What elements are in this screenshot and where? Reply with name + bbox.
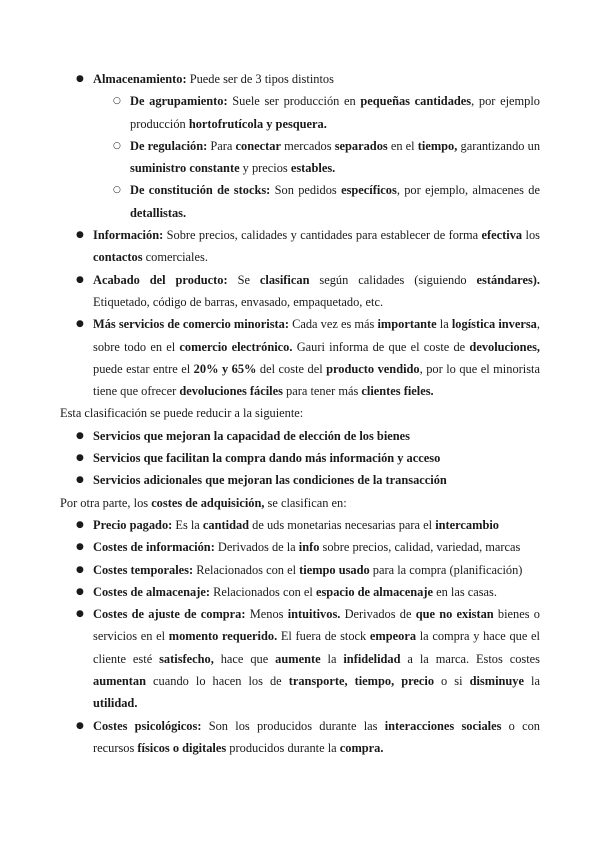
list-item-mas-servicios: [60, 313, 540, 402]
text-run: de uds monetarias necesarias para el: [249, 517, 436, 532]
text-run: Para: [207, 138, 236, 153]
text-run: Se: [227, 272, 260, 287]
bold-text-run: aumentan: [93, 674, 147, 689]
bold-text-run: suministro constante: [130, 161, 240, 176]
text-run: en el: [387, 138, 418, 153]
bullet-list-acquisition-costs: [60, 514, 540, 759]
bold-text-run: compra.: [339, 740, 384, 755]
text-run: Relacionados con el: [210, 584, 316, 599]
bold-text-run: tiempo usado: [299, 562, 370, 577]
document-body: [60, 68, 540, 759]
bold-text-run: De constitución de stocks:: [130, 183, 271, 198]
text-run: Relacionados con el: [193, 562, 300, 577]
list-item-informacion: [60, 224, 540, 269]
text-run: Etiquetado, código de barras, envasado, empaquetado, etc.: [93, 294, 384, 309]
bold-text-run: estándares).: [476, 272, 540, 287]
bullet-list-service-types: [60, 425, 540, 492]
text-run: y precios: [239, 161, 291, 176]
text-run: Puede ser de 3 tipos distintos: [186, 72, 334, 86]
list-item-adicionales: [60, 469, 540, 491]
text-run: Sobre precios, calidades y cantidades para establecer de forma: [163, 228, 482, 243]
list-item-costes-psicologicos: [60, 715, 540, 760]
list-item-costes-temporales: [60, 559, 540, 581]
text-run: Gauri informa de que el coste de: [292, 339, 470, 354]
text-run: para la compra (planificación): [369, 562, 523, 577]
text-run: Cada vez es más: [288, 317, 378, 332]
sub-list-item-regulacion: [93, 135, 540, 180]
text-run: Derivados de la: [214, 540, 299, 555]
bold-text-run: Costes temporales:: [93, 562, 194, 577]
bold-text-run: intuitivos.: [287, 607, 341, 622]
text-run: o si: [434, 674, 470, 689]
text-run: del coste del: [256, 361, 327, 376]
bold-text-run: intercambio: [435, 517, 499, 532]
bold-text-run: separados: [334, 138, 388, 153]
sub-list-item-constitucion-stocks: [93, 179, 540, 224]
bold-text-run: que no existan: [415, 607, 494, 622]
bold-text-run: disminuye: [469, 674, 524, 689]
bold-text-run: devoluciones,: [469, 339, 540, 354]
text-run: Por otra parte, los: [60, 495, 152, 510]
bold-text-run: estables.: [290, 161, 336, 176]
text-run: los: [522, 228, 540, 243]
bold-text-run: Más servicios de comercio minorista:: [93, 317, 289, 332]
text-run: Derivados de: [340, 607, 416, 622]
text-run: cuando lo hacen los de: [146, 674, 289, 689]
text-run: , sobre todo en el: [93, 317, 540, 354]
bold-text-run: Servicios que facilitan la compra dando más información y acceso: [93, 451, 441, 466]
bold-text-run: Costes de ajuste de compra:: [93, 607, 246, 622]
bold-text-run: hortofrutícola y pesquera.: [188, 116, 327, 131]
text-run: , por ejemplo, almacenes de: [396, 183, 541, 198]
bold-text-run: Almacenamiento:: [93, 72, 187, 86]
sub-list-almacenamiento: [93, 90, 540, 224]
text-run: según calidades (siguiendo: [309, 272, 477, 287]
bold-text-run: 20% y 65%: [193, 361, 257, 376]
text-run: la: [524, 674, 540, 689]
bold-text-run: Información:: [93, 228, 164, 243]
bold-text-run: Costes de almacenaje:: [93, 584, 210, 599]
bold-text-run: empeora: [369, 629, 417, 644]
list-item-mejoran-eleccion: [60, 425, 540, 447]
bold-text-run: clientes fieles.: [361, 384, 434, 399]
text-run: Menos: [245, 607, 288, 622]
list-item-almacenamiento: [60, 68, 540, 224]
text-run: , por lo que el minorista tiene que ofrecer: [93, 361, 540, 399]
text-run: la: [320, 651, 344, 666]
text-run: comerciales.: [142, 250, 208, 265]
bold-text-run: momento requerido.: [168, 629, 278, 644]
bold-text-run: De regulación:: [130, 138, 208, 153]
text-run: Esta clasificación se puede reducir a la siguiente:: [60, 406, 304, 421]
list-item-costes-informacion: [60, 536, 540, 558]
paragraph-classification-intro: [60, 402, 540, 424]
text-run: la: [436, 317, 452, 332]
text-run: sobre precios, calidad, variedad, marcas: [319, 540, 521, 555]
bold-text-run: utilidad.: [93, 696, 138, 711]
bold-text-run: satisfecho,: [159, 651, 214, 666]
bold-text-run: físicos o digitales: [137, 740, 227, 755]
bold-text-run: interacciones sociales: [384, 718, 502, 733]
bold-text-run: infidelidad: [343, 651, 401, 666]
bold-text-run: devoluciones fáciles: [179, 384, 283, 399]
bold-text-run: efectiva: [481, 228, 523, 243]
list-item-costes-ajuste: [60, 603, 540, 714]
text-run: garantizando un: [457, 138, 541, 153]
list-item-costes-almacenaje: [60, 581, 540, 603]
bold-text-run: De agrupamiento:: [130, 94, 228, 109]
bold-text-run: transporte, tiempo, precio: [288, 674, 435, 689]
bold-text-run: conectar: [235, 138, 281, 153]
bold-text-run: Costes de información:: [93, 540, 215, 555]
sub-list-item-agrupamiento: [93, 90, 540, 135]
bold-text-run: Costes psicológicos:: [93, 718, 202, 733]
bold-text-run: espacio de almacenaje: [315, 584, 433, 599]
text-run: , por ejemplo producción: [130, 94, 540, 131]
bold-text-run: tiempo,: [417, 138, 458, 153]
bold-text-run: pequeñas cantidades: [360, 94, 472, 109]
list-item-facilitan-compra: [60, 447, 540, 469]
paragraph-acquisition-costs-intro: [60, 492, 540, 514]
text-run: Son los producidos durante las: [201, 718, 385, 733]
text-run: Son pedidos: [270, 183, 342, 198]
bold-text-run: comercio electrónico.: [179, 339, 293, 354]
bold-text-run: logística inversa: [451, 317, 537, 332]
bold-text-run: aumente: [275, 651, 321, 666]
text-run: Es la: [172, 517, 203, 532]
text-run: El fuera de stock: [277, 629, 370, 644]
text-run: en las casas.: [432, 584, 497, 599]
bold-text-run: contactos: [93, 250, 143, 265]
text-run: mercados: [280, 138, 335, 153]
bold-text-run: específicos: [341, 183, 397, 198]
text-run: hace que: [213, 651, 276, 666]
text-run: a la marca. Estos costes: [400, 651, 540, 666]
bold-text-run: clasifican: [259, 272, 310, 287]
list-item-acabado: [60, 269, 540, 314]
bullet-list-logistics-functions: [60, 68, 540, 402]
text-run: o con recursos: [93, 718, 541, 755]
text-run: puede estar entre el: [93, 361, 194, 376]
bold-text-run: detallistas.: [130, 205, 187, 220]
bold-text-run: Servicios que mejoran la capacidad de elección de los bienes: [93, 428, 410, 443]
bold-text-run: cantidad: [202, 517, 250, 532]
bold-text-run: Precio pagado:: [93, 517, 173, 532]
bold-text-run: Servicios adicionales que mejoran las condiciones de la transacción: [93, 473, 447, 488]
text-run: producidos durante la: [226, 740, 340, 755]
text-run: Suele ser producción en: [227, 94, 361, 109]
bold-text-run: costes de adquisición,: [151, 495, 265, 510]
text-run: la compra y hace que el cliente esté: [93, 629, 540, 666]
bold-text-run: producto vendido: [326, 361, 420, 376]
list-item-precio-pagado: [60, 514, 540, 536]
text-run: bienes o servicios en el: [93, 607, 540, 644]
bold-text-run: Acabado del producto:: [93, 272, 228, 287]
text-run: se clasifican en:: [264, 495, 347, 510]
text-run: para tener más: [282, 384, 362, 399]
bold-text-run: importante: [377, 317, 437, 332]
bold-text-run: info: [298, 540, 320, 555]
